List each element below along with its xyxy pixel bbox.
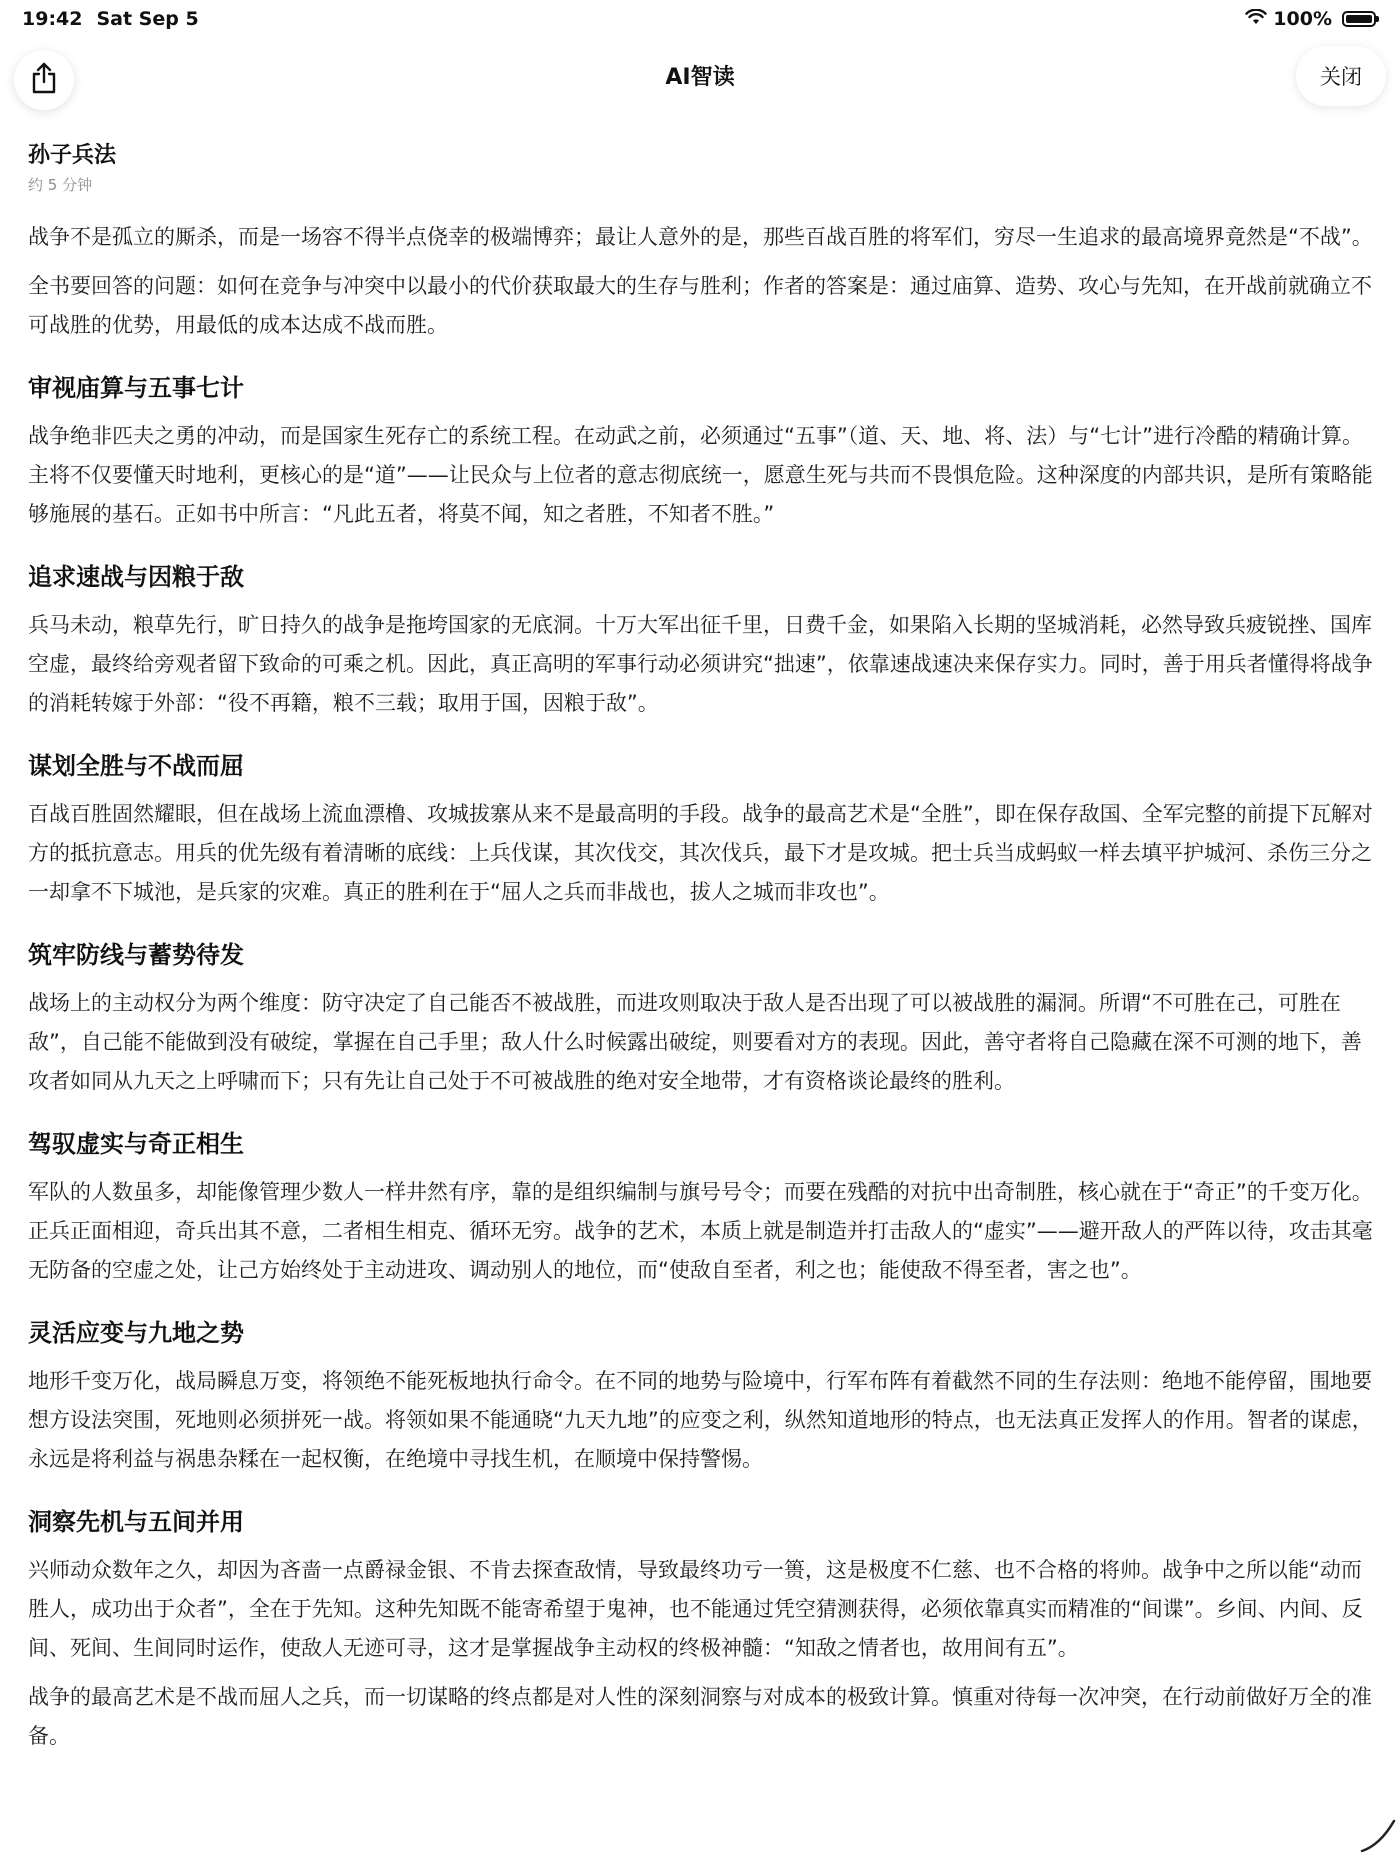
status-bar xyxy=(0,0,1400,44)
section-body: 百战百胜固然耀眼，但在战场上流血漂橹、攻城拔寨从来不是最高明的手段。战争的最高艺术是“全胜”，即在保存敌国、全军完整的前提下瓦解对方的抵抗意志。用兵的优先级有着清晰的底线：上兵伐谋，其次伐交，其次伐兵，最下才是攻城。把士兵当成蚂蚁一样去填平护城河、杀伤三分之一却拿不下城池，是兵家的灾难。真正的胜利在于“屈人之兵而非战也，拔人之城而非攻也”。 xyxy=(28,802,1373,904)
article xyxy=(28,140,1378,1756)
reading-time: 约 5 分钟 xyxy=(28,176,93,194)
section xyxy=(28,1316,1378,1479)
status-time-date xyxy=(22,8,199,30)
section-body: 战争绝非匹夫之勇的冲动，而是国家生死存亡的系统工程。在动武之前，必须通过“五事”（道、天、地、将、法）与“七计”进行冷酷的精确计算。主将不仅要懂天时地利，更核心的是“道”——让民众与上位者的意志彻底统一，愿意生死与共而不畏惧危险。这种深度的内部共识，是所有策略能够施展的基石。正如书中所言：“凡此五者，将莫不闻，知之者胜，不知者不胜。” xyxy=(28,424,1373,526)
section-heading: 谋划全胜与不战而屈 xyxy=(28,752,244,780)
status-date: Sat Sep 5 xyxy=(96,8,199,30)
section-heading: 追求速战与因粮于敌 xyxy=(28,563,244,591)
battery-percent: 100% xyxy=(1273,8,1332,30)
battery-icon xyxy=(1342,11,1376,27)
section xyxy=(28,749,1378,912)
page-corner-icon xyxy=(1358,1815,1398,1855)
page-title: AI智读 xyxy=(665,65,735,90)
wifi-icon xyxy=(1245,8,1267,30)
book-title: 孙子兵法 xyxy=(28,143,117,168)
status-time: 19:42 xyxy=(22,8,83,30)
section-body: 兴师动众数年之久，却因为吝啬一点爵禄金银、不肯去探查敌情，导致最终功亏一篑，这是极度不仁慈、也不合格的将帅。战争中之所以能“动而胜人，成功出于众者”，全在于先知。这种先知既不能寄希望于鬼神，也不能通过凭空猜测获得，必须依靠真实而精准的“间谍”。乡间、内间、反间、死间、生间同时运作，使敌人无迹可寻，这才是掌握战争主动权的终极神髓：“知敌之情者也，故用间有五”。 xyxy=(28,1558,1363,1660)
section-body: 地形千变万化，战局瞬息万变，将领绝不能死板地执行命令。在不同的地势与险境中，行军布阵有着截然不同的生存法则：绝地不能停留，围地要想方设法突围，死地则必须拼死一战。将领如果不能通晓“九天九地”的应变之利，纵然知道地形的特点，也无法真正发挥人的作用。智者的谋虑，永远是将利益与祸患杂糅在一起权衡，在绝境中寻找生机，在顺境中保持警惕。 xyxy=(28,1369,1373,1471)
section xyxy=(28,371,1378,534)
section xyxy=(28,1505,1378,1668)
closing-paragraph: 战争的最高艺术是不战而屈人之兵，而一切谋略的终点都是对人性的深刻洞察与对成本的极致计算。慎重对待每一次冲突，在行动前做好万全的准备。 xyxy=(28,1685,1372,1748)
section-body: 军队的人数虽多，却能像管理少数人一样井然有序，靠的是组织编制与旗号号令；而要在残酷的对抗中出奇制胜，核心就在于“奇正”的千变万化。正兵正面相迎，奇兵出其不意，二者相生相克、循环无穷。战争的艺术，本质上就是制造并打击敌人的“虚实”——避开敌人的严阵以待，攻击其毫无防备的空虚之处，让己方始终处于主动进攻、调动别人的地位，而“使敌自至者，利之也；能使敌不得至者，害之也”。 xyxy=(28,1180,1373,1282)
section-heading: 驾驭虚实与奇正相生 xyxy=(28,1130,244,1158)
section xyxy=(28,560,1378,723)
section-body: 兵马未动，粮草先行，旷日持久的战争是拖垮国家的无底洞。十万大军出征千里，日费千金，如果陷入长期的坚城消耗，必然导致兵疲锐挫、国库空虚，最终给旁观者留下致命的可乘之机。因此，真正高明的军事行动必须讲究“拙速”，依靠速战速决来保存实力。同时，善于用兵者懂得将战争的消耗转嫁于外部：“役不再籍，粮不三载；取用于国，因粮于敌”。 xyxy=(28,613,1373,715)
section-body: 战场上的主动权分为两个维度：防守决定了自己能否不被战胜，而进攻则取决于敌人是否出现了可以被战胜的漏洞。所谓“不可胜在己，可胜在敌”，自己能不能做到没有破绽，掌握在自己手里；敌人什么时候露出破绽，则要看对方的表现。因此，善守者将自己隐藏在深不可测的地下，善攻者如同从九天之上呼啸而下；只有先让自己处于不可被战胜的绝对安全地带，才有资格谈论最终的胜利。 xyxy=(28,991,1362,1093)
close-button[interactable]: 关闭 xyxy=(1296,46,1386,106)
status-indicators xyxy=(1245,8,1376,30)
section-heading: 洞察先机与五间并用 xyxy=(28,1508,244,1536)
section-heading: 审视庙算与五事七计 xyxy=(28,374,244,402)
intro-paragraph: 战争不是孤立的厮杀，而是一场容不得半点侥幸的极端博弈；最让人意外的是，那些百战百胜的将军们，穷尽一生追求的最高境界竟然是“不战”。 xyxy=(28,225,1373,249)
nav-bar xyxy=(0,40,1400,112)
question-paragraph: 全书要回答的问题：如何在竞争与冲突中以最小的代价获取最大的生存与胜利；作者的答案是：通过庙算、造势、攻心与先知，在开战前就确立不可战胜的优势，用最低的成本达成不战而胜。 xyxy=(28,274,1372,337)
section-heading: 筑牢防线与蓄势待发 xyxy=(28,941,244,969)
section xyxy=(28,938,1378,1101)
section-heading: 灵活应变与九地之势 xyxy=(28,1319,244,1347)
section xyxy=(28,1127,1378,1290)
